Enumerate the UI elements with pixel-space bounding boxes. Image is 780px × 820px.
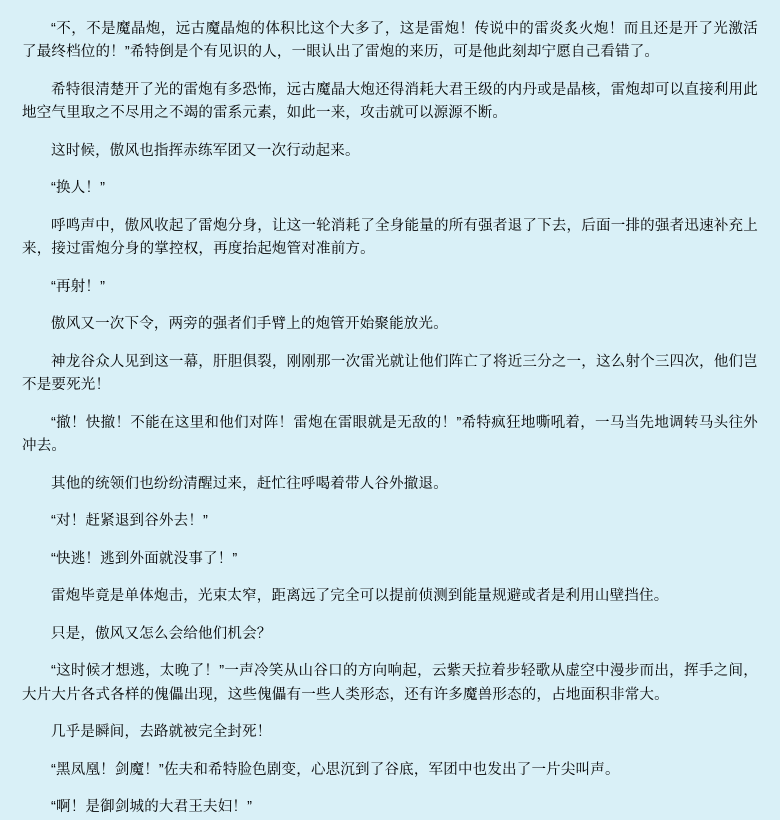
paragraph: 雷炮毕竟是单体炮击，光束太窄，距离远了完全可以提前侦测到能量规避或者是利用山壁挡住。 [51, 588, 669, 605]
paragraph: “啊！是御剑城的大君王夫妇！” [51, 799, 253, 816]
paragraph: “快逃！逃到外面就没事了！” [51, 550, 238, 567]
paragraph: “对！赶紧退到谷外去！” [51, 513, 209, 530]
paragraph: 呼鸣声中，傲风收起了雷炮分身，让这一轮消耗了全身能量的所有强者退了下去，后面一排的强者迅速补充上来，接过雷炮分身的掌控权，再度抬起炮管对准前方。 [22, 217, 758, 258]
paragraph: “换人！” [51, 180, 106, 197]
paragraph: 其他的统领们也纷纷清醒过来，赶忙往呼喝着带人谷外撤退。 [51, 475, 448, 492]
paragraph: 神龙谷众人见到这一幕，肝胆俱裂，刚刚那一次雷光就让他们阵亡了将近三分之一，这么射个三四次，他们岂不是要死光！ [22, 353, 758, 394]
paragraph: “撤！快撤！不能在这里和他们对阵！雷炮在雷眼就是无敌的！”希特疯狂地嘶吼着，一马当先地调转马头往外冲去。 [22, 414, 758, 455]
paragraph: 傲风又一次下令，两旁的强者们手臂上的炮管开始聚能放光。 [51, 316, 448, 333]
paragraph: 这时候，傲风也指挥赤练军团又一次行动起来。 [51, 142, 360, 159]
paragraph: “这时候才想逃，太晚了！”一声冷笑从山谷口的方向响起，云紫天拉着步轻歌从虚空中漫步而出，挥手之间，大片大片各式各样的傀儡出现，这些傀儡有一些人类形态，还有许多魔兽形态的，占地面积非常大。 [22, 663, 758, 703]
paragraph: 希特很清楚开了光的雷炮有多恐怖，远古魔晶大炮还得消耗大君王级的内丹或是晶核，雷炮却可以直接利用此地空气里取之不尽用之不竭的雷系元素，如此一来，攻击就可以源源不断。 [22, 81, 758, 122]
paragraph: 只是，傲风又怎么会给他们机会？ [51, 625, 272, 642]
paragraph: “不，不是魔晶炮，远古魔晶炮的体积比这个大多了，这是雷炮！传说中的雷炎炙火炮！而且还是开了光激活了最终档位的！”希特倒是个有见识的人，一眼认出了雷炮的来历，可是他此刻却宁愿自己看错了。 [22, 21, 758, 61]
paragraph: “再射！” [51, 278, 106, 295]
paragraph: “黑凤凰！剑魔！”佐夫和希特脸色剧变，心思沉到了谷底，军团中也发出了一片尖叫声。 [51, 761, 620, 778]
paragraph: 几乎是瞬间，去路就被完全封死！ [51, 724, 272, 741]
